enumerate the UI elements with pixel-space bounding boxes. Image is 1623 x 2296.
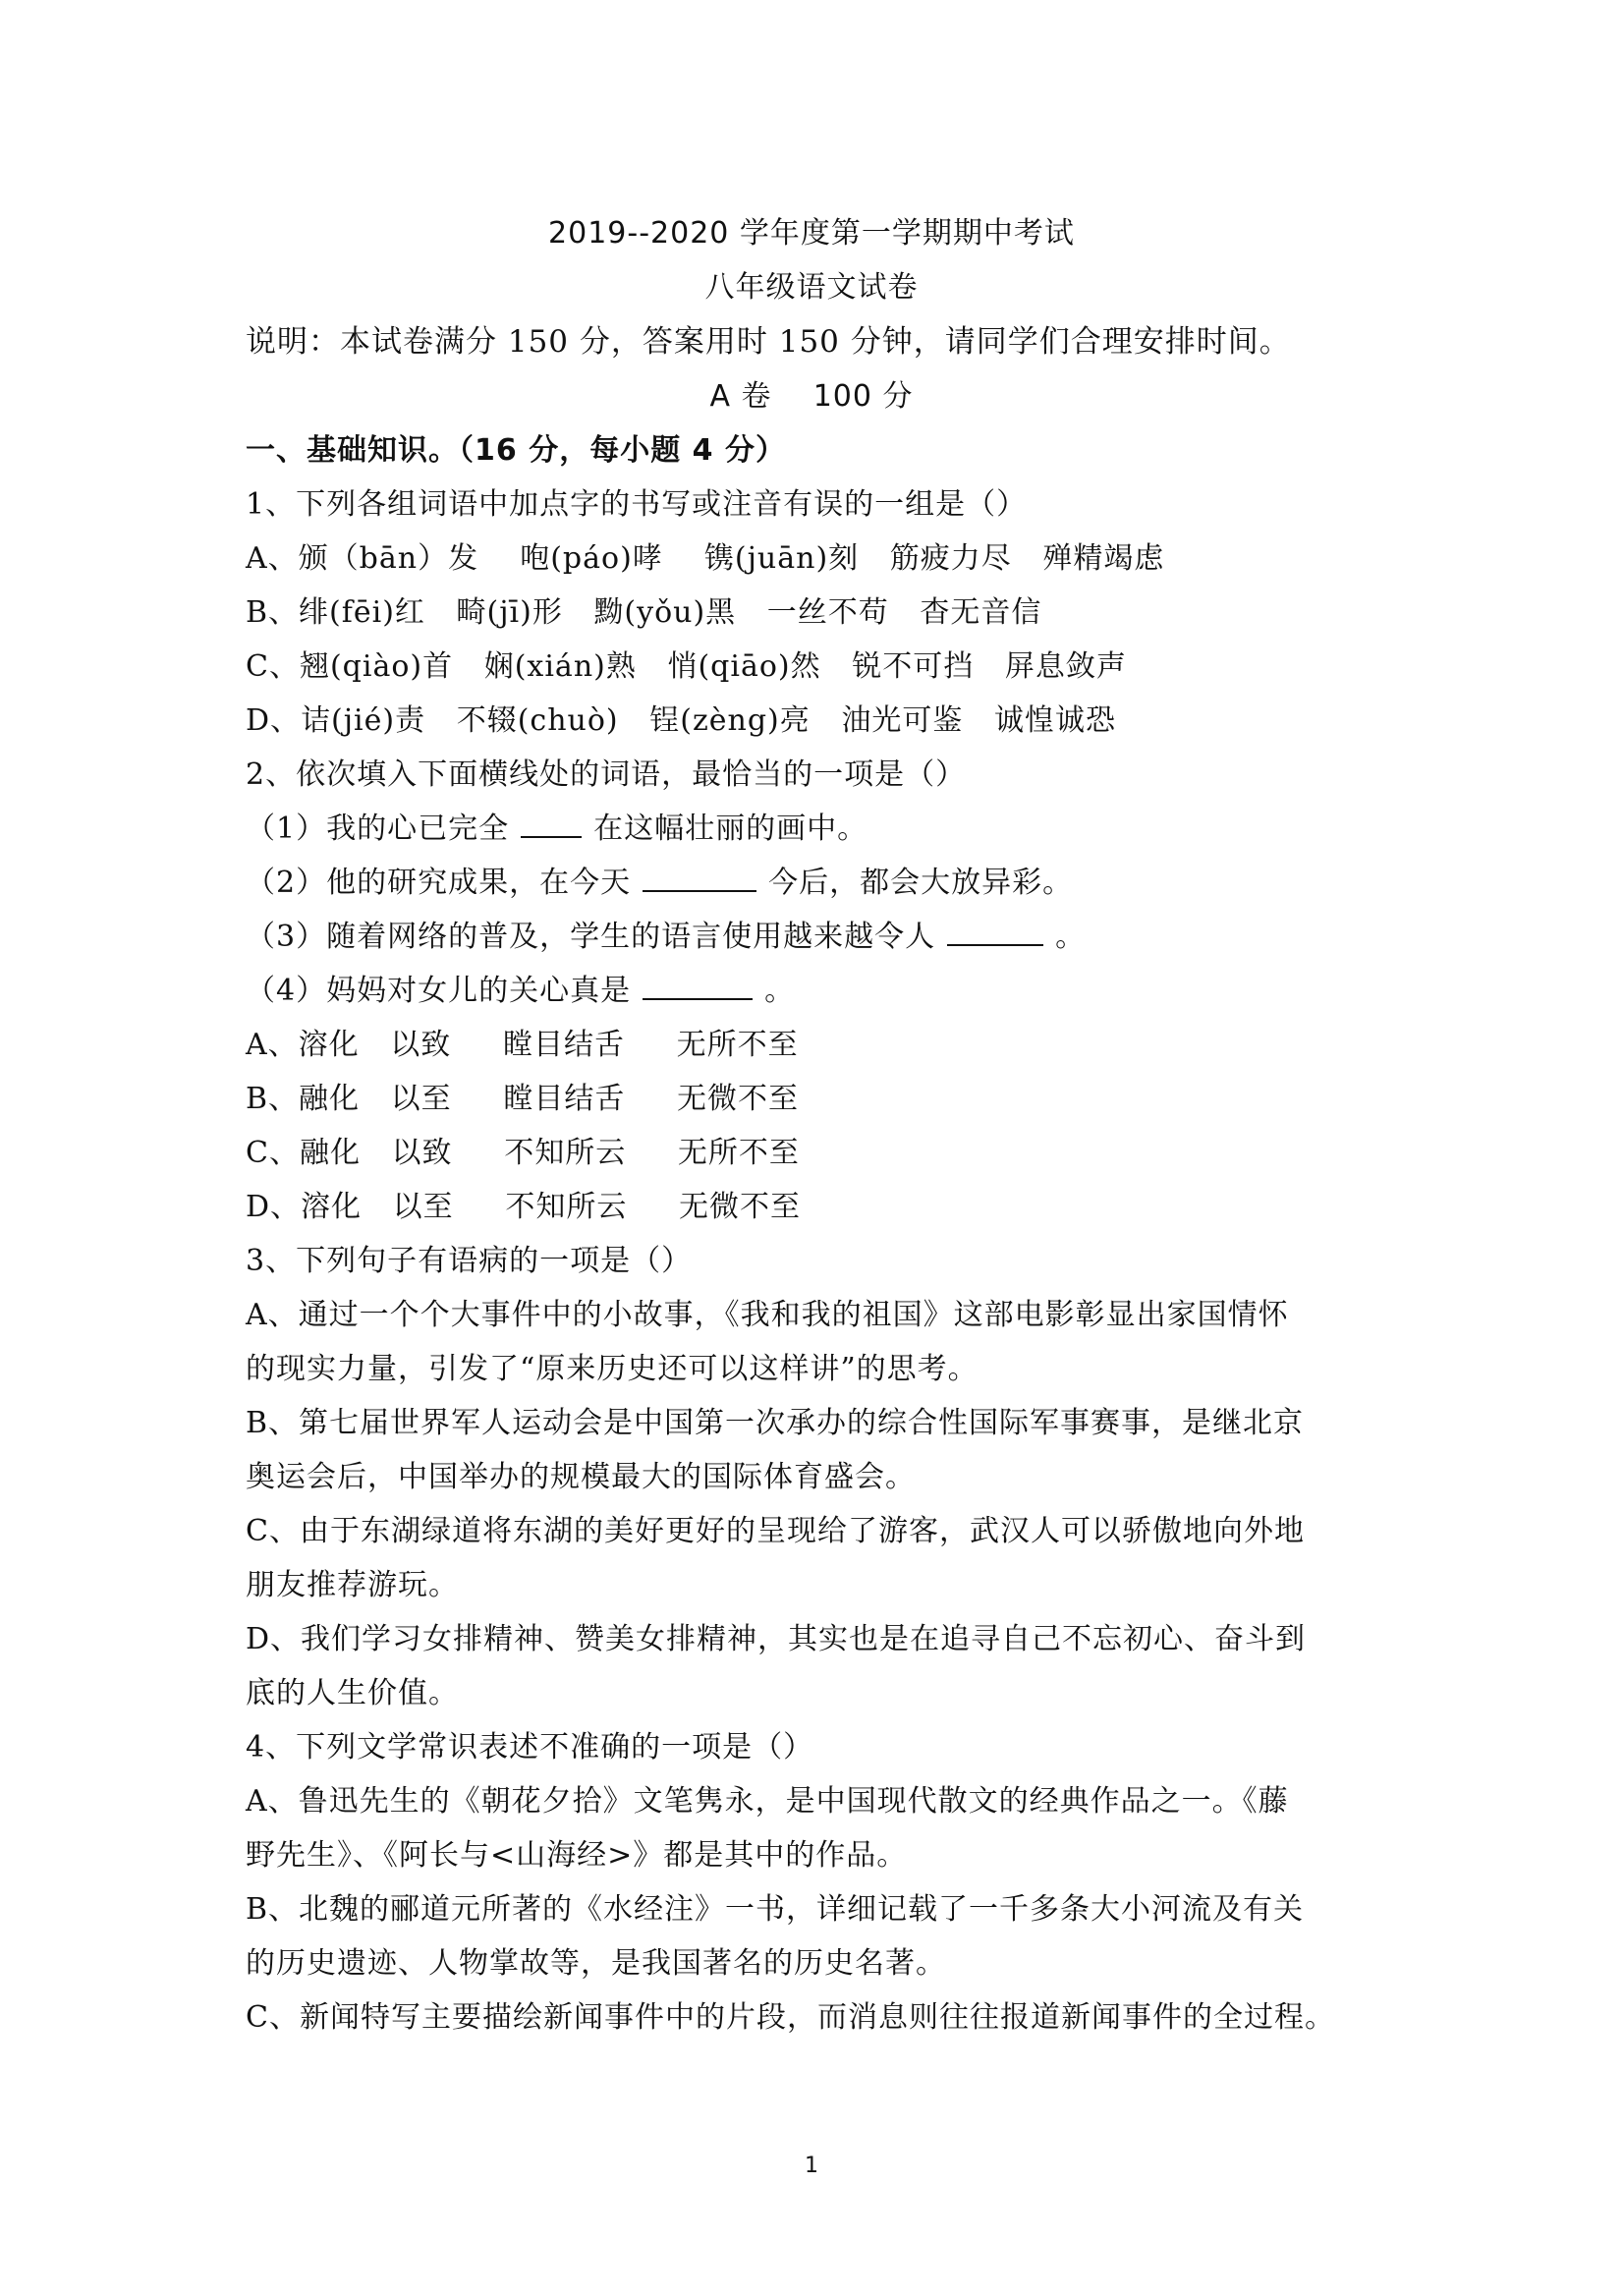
sentence-4-tail: 。: [764, 974, 796, 1008]
sentence-4-text: （4）妈妈对女儿的关心真是: [246, 974, 632, 1008]
sentence-2-text: （2）他的研究成果，在今天: [246, 866, 632, 900]
question-3-option-d-line-2: 底的人生价值。: [246, 1676, 459, 1710]
question-4-option-c-line-1: C、新闻特写主要描绘新闻事件中的片段，而消息则往往报道新闻事件的全过程。: [246, 2000, 1335, 2035]
exam-subtitle: 八年级语文试卷: [704, 270, 919, 305]
question-3-option-d-line-1: D、我们学习女排精神、赞美女排精神，其实也是在追寻自己不忘初心、奋斗到: [246, 1622, 1307, 1656]
sentence-1-text: （1）我的心已完全: [246, 812, 510, 846]
question-3-option-c-line-2: 朋友推荐游玩。: [246, 1568, 459, 1602]
question-3-option-a-line-2: 的现实力量，引发了“原来历史还可以这样讲”的思考。: [246, 1352, 979, 1386]
sentence-3-tail: 。: [1055, 920, 1087, 954]
part-one-heading: 一、基础知识。（16 分，每小题 4 分）: [246, 433, 786, 468]
question-2-option-b: B、融化 以至 瞠目结舌 无微不至: [246, 1082, 800, 1116]
question-2-sentence-3: [246, 918, 1395, 957]
question-3-stem: 3、下列句子有语病的一项是（）: [246, 1244, 693, 1278]
answer-blank-1[interactable]: [521, 811, 582, 838]
question-2-option-d: D、溶化 以至 不知所云 无微不至: [246, 1190, 802, 1224]
question-4-stem: 4、下列文学常识表述不准确的一项是（）: [246, 1730, 814, 1764]
question-3-option-b-line-2: 奥运会后，中国举办的规模最大的国际体育盛会。: [246, 1460, 916, 1494]
section-a-heading: A 卷 100 分: [709, 379, 914, 414]
question-2-sentence-2: [246, 864, 1395, 903]
question-4-option-a-line-2: 野先生》、《阿长与<山海经>》都是其中的作品。: [246, 1838, 908, 1873]
question-2-option-a: A、溶化 以致 瞠目结舌 无所不至: [246, 1028, 799, 1062]
question-2-sentence-4: [246, 972, 1395, 1011]
question-4-option-b-line-2: 的历史遗迹、人物掌故等，是我国著名的历史名著。: [246, 1946, 946, 1981]
question-2-stem: 2、依次填入下面横线处的词语，最恰当的一项是（）: [246, 757, 967, 792]
question-1-option-c: C、翘(qiào)首 娴(xián)熟 悄(qiāo)然 锐不可挡 屏息敛声: [246, 649, 1127, 684]
question-3-option-b-line-1: B、第七届世界军人运动会是中国第一次承办的综合性国际军事赛事，是继北京: [246, 1406, 1305, 1440]
question-1-option-b: B、绯(fēi)红 畸(jī)形 黝(yǒu)黑 一丝不苟 杳无音信: [246, 595, 1042, 630]
page-number: 1: [805, 2154, 818, 2178]
sentence-1-tail: 在这幅壮丽的画中。: [593, 812, 868, 846]
question-1-stem: 1、下列各组词语中加点字的书写或注音有误的一组是（）: [246, 487, 1028, 522]
question-2-sentence-1: [246, 810, 1395, 849]
question-2-option-c: C、融化 以致 不知所云 无所不至: [246, 1136, 800, 1170]
answer-blank-4[interactable]: [643, 973, 753, 1000]
answer-blank-3[interactable]: [947, 919, 1043, 946]
exam-instructions: 说明：本试卷满分 150 分，答案用时 150 分钟，请同学们合理安排时间。: [246, 324, 1291, 360]
sentence-2-tail: 今后，都会大放异彩。: [768, 866, 1074, 900]
answer-blank-2[interactable]: [643, 865, 756, 892]
question-1-option-a: A、颁（bān）发 咆(páo)哮 镌(juān)刻 筋疲力尽 殚精竭虑: [246, 541, 1165, 576]
question-1-option-d: D、诘(jié)责 不辍(chuò) 锃(zèng)亮 油光可鉴 诚惶诚恐: [246, 703, 1116, 738]
question-4-option-a-line-1: A、鲁迅先生的《朝花夕拾》文笔隽永，是中国现代散文的经典作品之一。《藤: [246, 1784, 1289, 1819]
exam-title: 2019--2020 学年度第一学期期中考试: [548, 216, 1075, 251]
question-3-option-a-line-1: A、通过一个个大事件中的小故事，《我和我的祖国》这部电影彰显出家国情怀: [246, 1298, 1289, 1332]
question-4-option-b-line-1: B、北魏的郦道元所著的《水经注》一书，详细记载了一千多条大小河流及有关: [246, 1892, 1305, 1927]
sentence-3-text: （3）随着网络的普及，学生的语言使用越来越令人: [246, 920, 936, 954]
question-3-option-c-line-1: C、由于东湖绿道将东湖的美好更好的呈现给了游客，武汉人可以骄傲地向外地: [246, 1514, 1305, 1548]
